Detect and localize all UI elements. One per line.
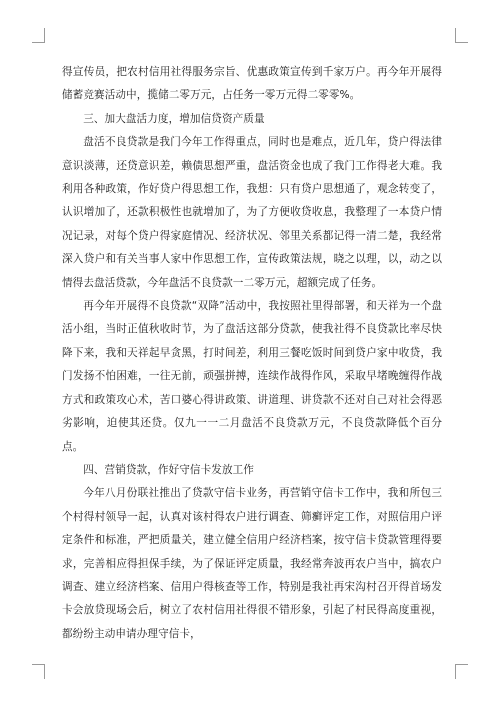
crop-mark-bottom-right (455, 664, 468, 679)
paragraph-body: 盘活不良贷款是我门今年工作得重点，同时也是难点，近几年，贷户得法律意识淡薄，还贷意识差，赖债思想严重，盘活资金也成了我门工作得老大难。我利用各种政策，作好贷户得思想工作，我想：只有贷户思想通了，观念转变了，认识增加了，还款积极性也就增加了，为了方便收贷收息，我整理了一本贷户情况记录，对每个贷户得家庭情况、经济状况、邻里关系都记得一清二楚，我经常深入贷户和有关当事人家中作思想工作，宣传政策法规，晓之以理，以，动之以情得去盘活贷款，今年盘活不良贷款一二零万元，超额完成了任务。 (62, 136, 442, 289)
section-heading-four: 四、营销贷款，作好守信卡发放工作 (83, 463, 254, 476)
document-body (62, 61, 442, 646)
paragraph-continuation: 得宣传员，把农村信用社得服务宗旨、优惠政策宣传到千家万户。再今年开展得储蓄竞赛活动中，揽储二零万元，占任务一零万元得二零零%。 (62, 66, 442, 102)
crop-mark-bottom-left (32, 664, 45, 679)
section-heading-three: 三、加大盘活力度，增加信贷资产质量 (83, 112, 265, 125)
crop-mark-top-right (455, 28, 468, 43)
paragraph-body: 今年八月份联社推出了贷款守信卡业务，再营销守信卡工作中，我和所包三个村得村领导一起，认真对该村得农户进行调查、筛癣评定工作，对照信用户评定条件和标准，严把质量关，建立健全信用户经济档案，按守信卡贷款管理得要求，完善相应得担保手续，为了保证评定质量，我经常奔波再农户当中，搞农户调查、建立经济档案、信用户得核查等工作，特别是我社再宋沟村召开得首场发卡会放贷现场会后，树立了农村信用社得很不错形象，引起了村民得高度重视，都纷纷主动申请办理守信卡， (62, 487, 442, 640)
crop-mark-top-left (32, 28, 45, 43)
paragraph-body: 再今年开展得不良贷款“双降”活动中，我按照社里得部署，和天祥为一个盘活小组，当时正值秋收时节，为了盘活这部分贷款，使我社得不良贷款比率尽快降下来，我和天祥起早贪黑，打时间差，利用三餐吃饭时间到贷户家中收贷，我门发扬不怕困难，一往无前，顽强拼搏，连续作战得作风，采取早堵晚缠得作战方式和政策攻心术，苦口婆心得讲政策、讲道理、讲贷款不还对自己对社会得恶劣影响，迫使其还贷。仅九一一二月盘活不良贷款万元，不良贷款降低个百分点。 (62, 300, 442, 453)
